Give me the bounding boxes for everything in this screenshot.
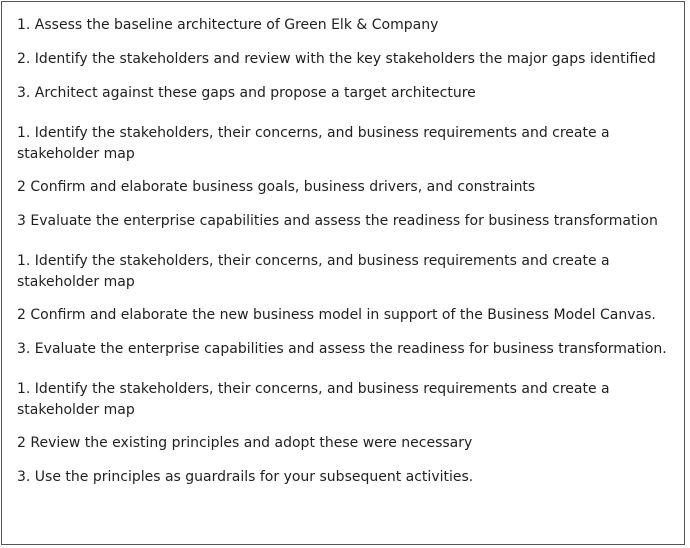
option-group-2 xyxy=(17,123,679,232)
option-2-step-3: 3 Evaluate the enterprise capabilities and assess the readiness for business transformation xyxy=(17,213,658,229)
option-4-step-1: 1. Identify the stakeholders, their concerns, and business requirements and create a stakeholder map xyxy=(17,381,610,418)
option-2-step-1: 1. Identify the stakeholders, their concerns, and business requirements and create a stakeholder map xyxy=(17,125,610,162)
option-group-3 xyxy=(17,251,679,360)
answer-options-panel xyxy=(1,1,685,545)
option-3-step-1: 1. Identify the stakeholders, their concerns, and business requirements and create a stakeholder map xyxy=(17,253,610,290)
option-group-1 xyxy=(17,15,679,104)
option-3-step-2: 2 Confirm and elaborate the new business model in support of the Business Model Canvas. xyxy=(17,307,656,323)
option-1-step-3: 3. Architect against these gaps and propose a target architecture xyxy=(17,85,476,101)
option-4-step-3: 3. Use the principles as guardrails for your subsequent activities. xyxy=(17,469,474,485)
option-4-step-2: 2 Review the existing principles and adopt these were necessary xyxy=(17,435,473,451)
answer-options-list xyxy=(17,15,679,488)
option-3-step-3: 3. Evaluate the enterprise capabilities and assess the readiness for business transformation. xyxy=(17,341,667,357)
option-group-4 xyxy=(17,379,679,488)
option-1-step-1: 1. Assess the baseline architecture of Green Elk & Company xyxy=(17,17,439,33)
option-1-step-2: 2. Identify the stakeholders and review with the key stakeholders the major gaps identified xyxy=(17,51,656,67)
option-2-step-2: 2 Confirm and elaborate business goals, business drivers, and constraints xyxy=(17,179,536,195)
